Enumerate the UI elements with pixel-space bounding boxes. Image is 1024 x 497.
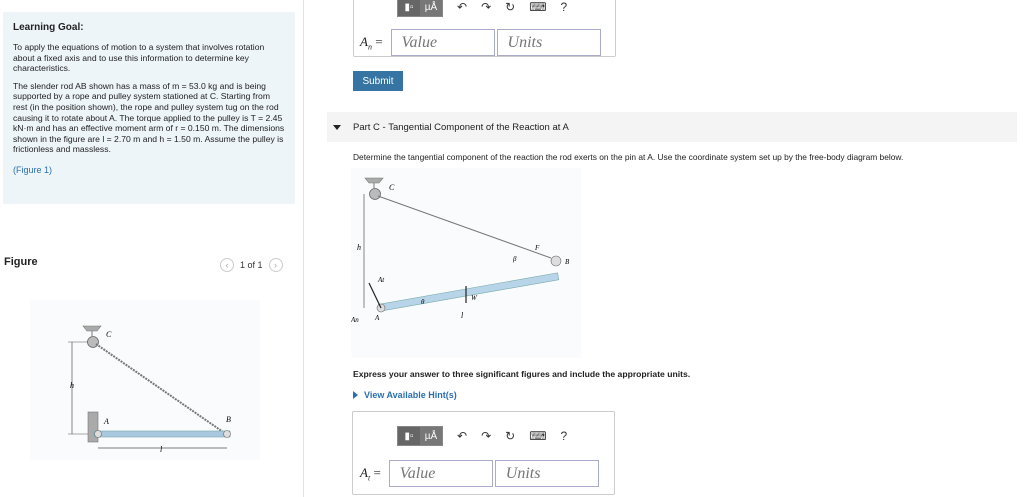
template-icon[interactable]: ▮▫: [404, 430, 414, 442]
hint-label: View Available Hint(s): [364, 390, 457, 400]
pager-text: 1 of 1: [240, 260, 263, 270]
label-b: B: [226, 415, 231, 424]
fbd-label-l: l: [461, 311, 464, 320]
at-value-input[interactable]: [389, 460, 493, 487]
keyboard-icon[interactable]: ⌨: [529, 0, 547, 14]
fbd-label-beta: β: [513, 255, 517, 263]
fbd-label-h: h: [357, 243, 361, 252]
units-button[interactable]: µÅ: [420, 427, 442, 445]
an-value-input[interactable]: [391, 29, 495, 56]
fbd-label-c: C: [389, 183, 395, 192]
expand-hint-icon: [353, 391, 358, 399]
label-a: A: [104, 417, 109, 426]
problem-statement: The slender rod AB shown has a mass of m = 53.0 kg and is being supported by a rope and pulley system stationed at C. Starting from rest (in the position shown), the rope and pulley system tug on the rod causing it to rotate about A. The torque applied to the pulley is T = 2.45 kN·m and has an effective moment arm of r = 0.150 m. The dimensions shown in the figure are l = 2.70 m and h = 1.50 m. Assume the pulley is frictionless and massless.: [13, 80, 285, 155]
learning-goal-text: To apply the equations of motion to a system that involves rotation about a fixed axis and to use this information to determine key characteristics.: [13, 42, 265, 74]
free-body-diagram: [351, 168, 581, 358]
undo-icon[interactable]: ↶: [457, 0, 468, 14]
fbd-pulley: [370, 189, 381, 200]
undo-icon[interactable]: ↶: [457, 429, 468, 443]
template-button-group[interactable]: [397, 0, 443, 17]
template-button-group[interactable]: [397, 426, 443, 446]
learning-goal-box: [3, 12, 295, 204]
an-label: $A_n$ =: [360, 33, 383, 52]
rod: [94, 431, 230, 437]
figure-1-diagram: [30, 300, 260, 460]
part-b-answer-row: [360, 29, 601, 56]
at-units-input[interactable]: [495, 460, 599, 487]
express-instruction: Express your answer to three significant figures and include the appropriate units.: [353, 369, 691, 379]
left-panel: [0, 0, 304, 497]
reset-icon[interactable]: ↻: [505, 429, 516, 443]
wall-mount: [88, 412, 98, 442]
template-icon[interactable]: ▮▫: [404, 1, 414, 13]
view-hints-link[interactable]: [353, 390, 457, 400]
collapse-caret-icon[interactable]: [333, 125, 341, 130]
help-icon[interactable]: ?: [560, 429, 568, 443]
at-label: $A_t$ =: [360, 464, 381, 483]
fbd-label-b: B: [565, 258, 570, 266]
fbd-label-at: At: [378, 276, 385, 284]
figure-link[interactable]: (Figure 1): [13, 164, 53, 175]
submit-button[interactable]: Submit: [353, 71, 403, 91]
fbd-label-w: W: [471, 294, 477, 302]
pulley: [88, 337, 99, 348]
figure-pager: [220, 258, 283, 272]
learning-goal-title: Learning Goal:: [13, 22, 84, 33]
an-units-input[interactable]: [497, 29, 601, 56]
fbd-label-f: F: [535, 244, 540, 252]
part-c-toolbar: [397, 426, 567, 446]
redo-icon[interactable]: ↷: [481, 429, 492, 443]
right-panel: [305, 0, 1024, 497]
help-icon[interactable]: ?: [560, 0, 568, 14]
fbd-label-theta: θ: [421, 298, 425, 306]
next-figure-button[interactable]: ›: [269, 258, 283, 272]
units-button[interactable]: µÅ: [420, 0, 442, 16]
label-c: C: [106, 330, 112, 339]
label-l: l: [160, 445, 163, 454]
label-h: h: [70, 381, 74, 390]
part-c-description: Determine the tangential component of the reaction the rod exerts on the pin at A. Use the coordinate system set up by the free-body diagram below.: [353, 152, 904, 162]
prev-figure-button[interactable]: ‹: [220, 258, 234, 272]
redo-icon[interactable]: ↷: [481, 0, 492, 14]
part-c-header[interactable]: [327, 112, 1017, 142]
part-b-toolbar: [397, 0, 567, 17]
fbd-label-a: A: [375, 314, 380, 322]
part-c-title: Part C - Tangential Component of the Reaction at A: [353, 121, 569, 133]
reset-icon[interactable]: ↻: [505, 0, 516, 14]
keyboard-icon[interactable]: ⌨: [529, 429, 547, 443]
fbd-label-an: An: [351, 316, 359, 324]
figure-header: Figure: [4, 256, 38, 268]
part-c-answer-row: [360, 460, 599, 487]
